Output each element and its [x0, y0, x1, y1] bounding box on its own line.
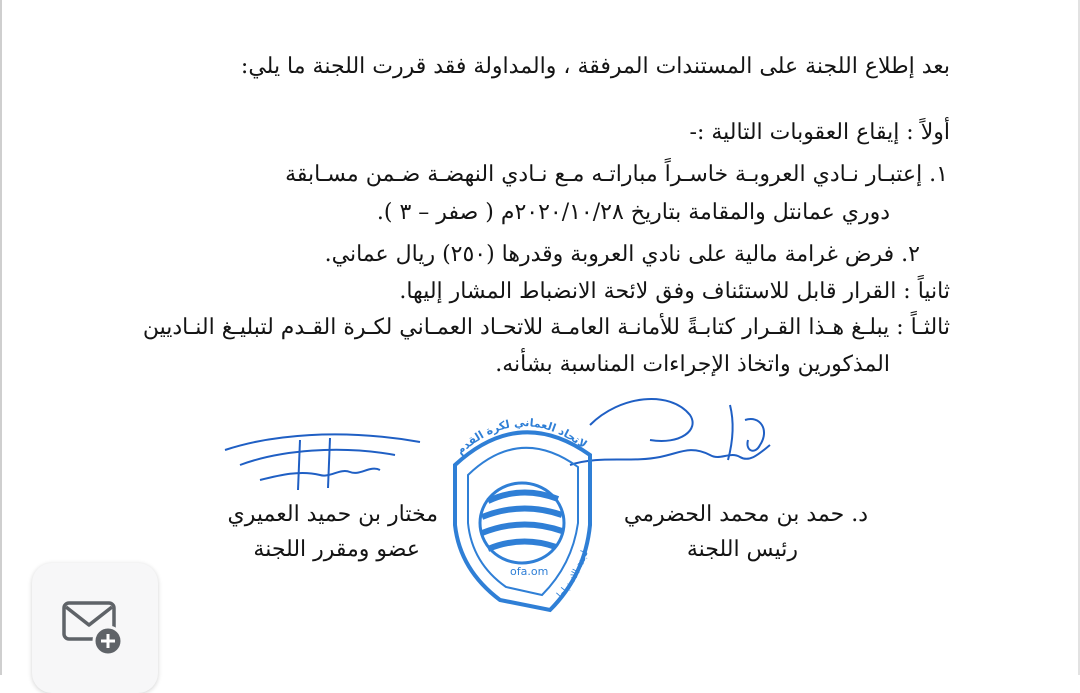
- third-paragraph-line-1: ثالثـاً : يبلـغ هـذا القـرار كتابـةً للأمانـة العامـة للاتحـاد العمـاني لكـرة القـدم لتبليـغ النـاديين: [142, 315, 950, 340]
- stamp-top-text: الاتحاد العماني لكرة القدم: [453, 416, 590, 458]
- chair-name: د. حمد بن محمد الحضرمي: [623, 502, 868, 527]
- first-heading: أولاً : إيقاع العقوبات التالية :-: [689, 120, 950, 145]
- first-item-2: ٢. فرض غرامة مالية على نادي العروبة وقدرها (٢٥٠) ريال عماني.: [324, 242, 920, 267]
- member-signature: [220, 420, 430, 500]
- compose-button[interactable]: [32, 563, 158, 693]
- member-name: مختار بن حميد العميري: [227, 502, 438, 527]
- official-stamp: [440, 405, 600, 615]
- page-left-edge: [0, 0, 2, 675]
- third-paragraph-line-2: المذكورين واتخاذ الإجراءات المناسبة بشأنه.: [495, 352, 890, 377]
- chair-title: رئيس اللجنة: [686, 537, 798, 562]
- first-item-1-line-1: ١. إعتبـار نـادي العروبـة خاسـراً مباراتـه مـع نـادي النهضـة ضـمن مسـابقة: [285, 162, 948, 187]
- intro-paragraph: بعد إطلاع اللجنة على المستندات المرفقة ، والمداولة فقد قررت اللجنة ما يلي:: [240, 54, 950, 79]
- compose-mail-icon: [62, 597, 128, 659]
- stamp-domain: ofa.om: [510, 565, 549, 578]
- stamp-bottom-text: لجنة الانضباط: [554, 549, 591, 603]
- member-title: عضو ومقرر اللجنة: [253, 537, 420, 562]
- first-item-1-line-2: دوري عمانتل والمقامة بتاريخ ٢٠٢٠/١٠/٢٨م ( صفر – ٣ ).: [376, 200, 890, 225]
- second-paragraph: ثانياً : القرار قابل للاستئناف وفق لائحة الانضباط المشار إليها.: [399, 279, 950, 304]
- svg-text:لجنة الانضباط: [554, 549, 591, 602]
